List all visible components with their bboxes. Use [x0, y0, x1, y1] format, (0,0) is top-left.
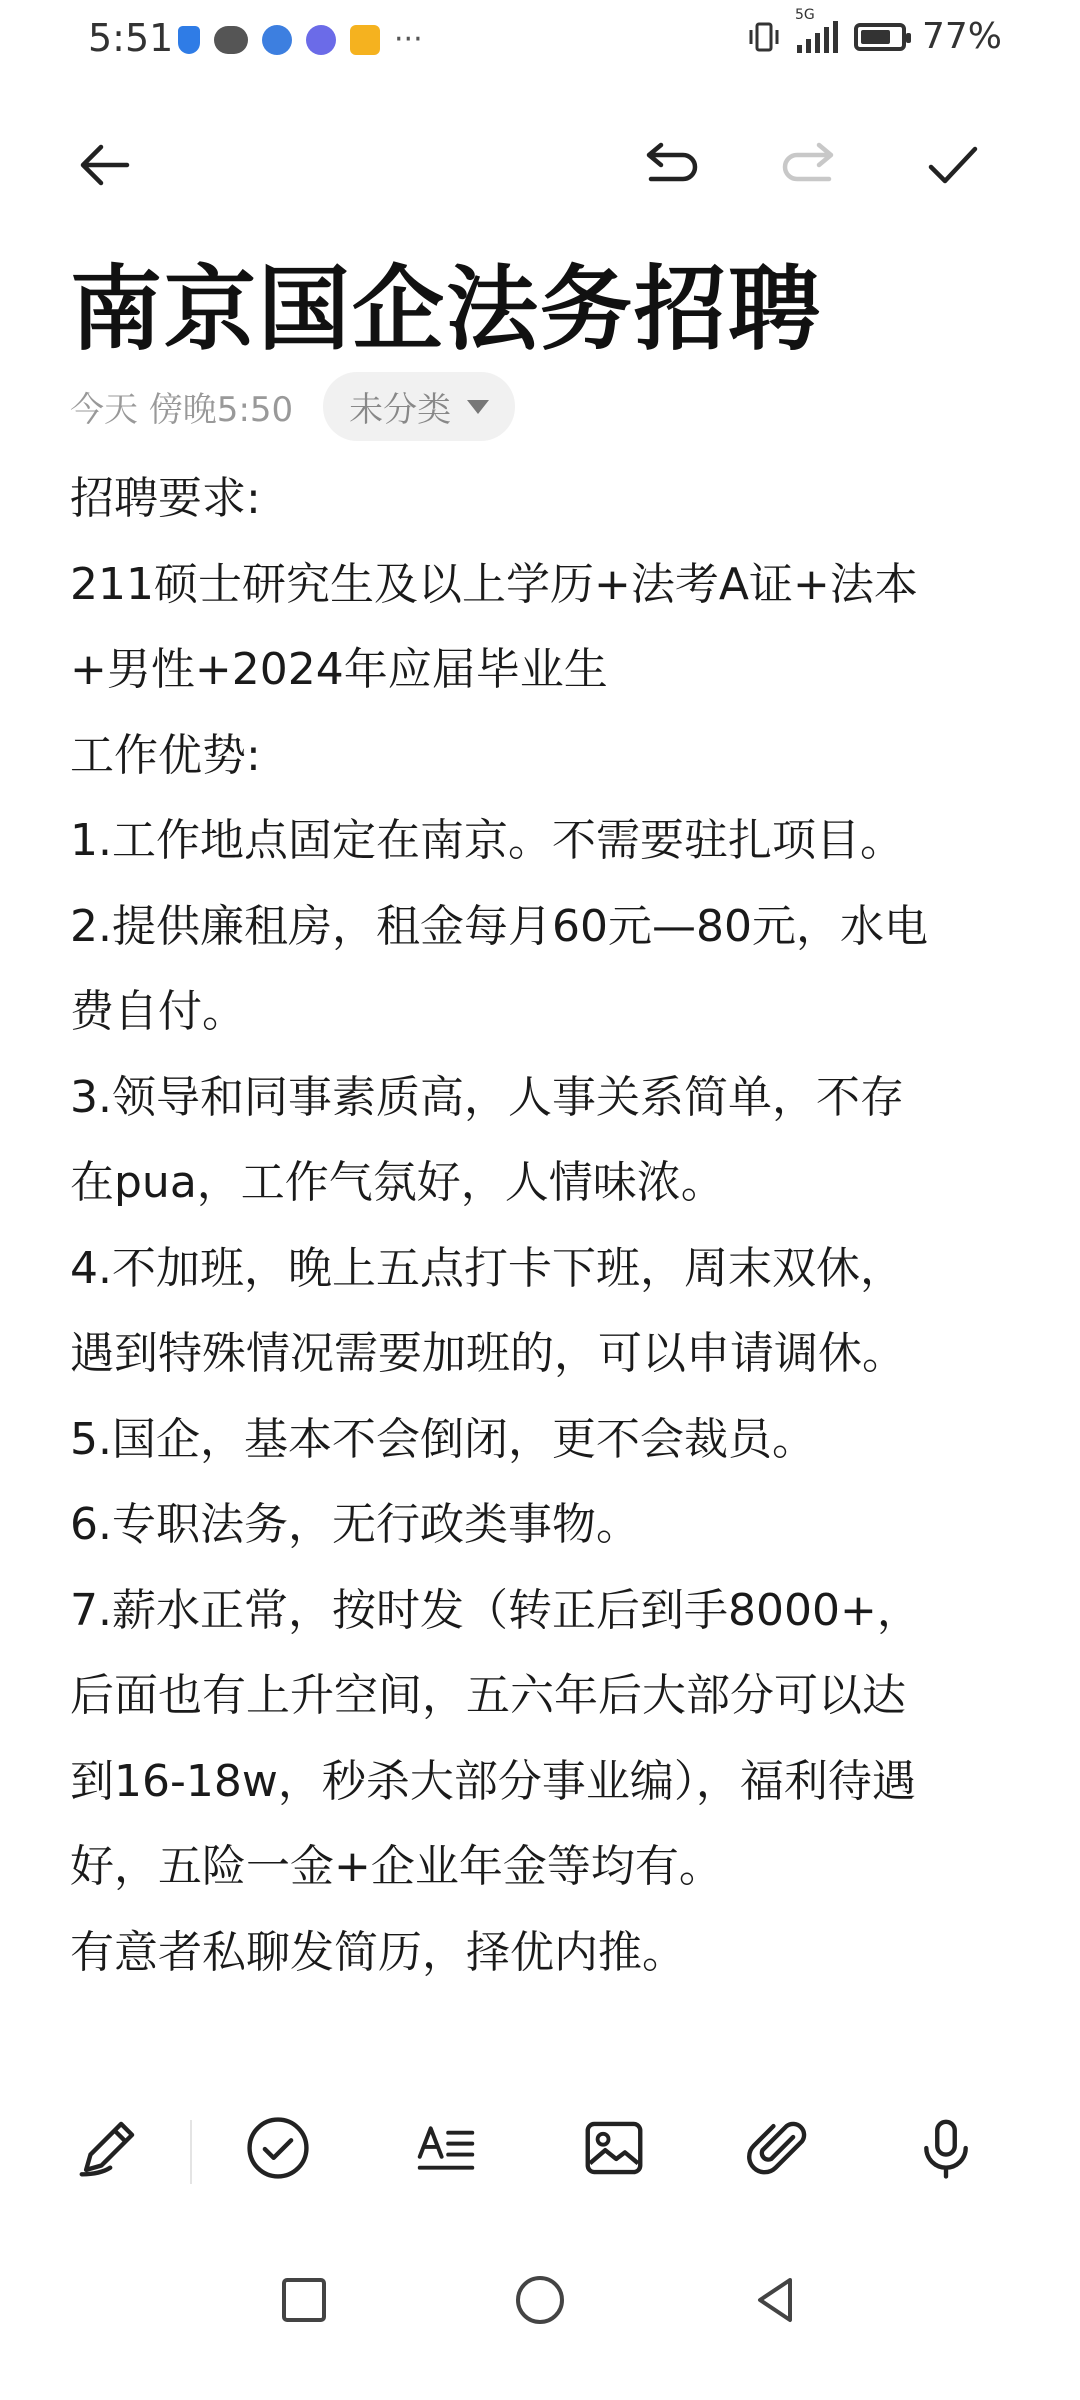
body-line: 遇到特殊情况需要加班的，可以申请调休。	[70, 1328, 906, 1379]
status-time: 5:51	[88, 16, 174, 60]
more-notifications-icon: ···	[394, 22, 423, 57]
vibrate-icon	[747, 21, 781, 53]
notification-icons	[178, 22, 423, 57]
body-line: 6.专职法务，无行政类事物。	[70, 1499, 640, 1550]
attachment-icon	[745, 2113, 815, 2183]
insert-image-button[interactable]	[574, 2108, 654, 2188]
status-bar	[0, 0, 1080, 80]
music-icon	[306, 25, 336, 55]
body-line: 到16-18w，秒杀大部分事业编），福利待遇	[70, 1755, 916, 1807]
body-line: 2.提供廉租房，租金每月60元—80元，水电	[70, 900, 928, 952]
body-line: 7.薪水正常，按时发（转正后到手8000+，	[70, 1584, 921, 1636]
shield-icon	[178, 26, 200, 54]
circle-icon	[510, 2270, 570, 2330]
text-format-icon	[411, 2113, 481, 2183]
square-icon	[274, 2270, 334, 2330]
category-label: 未分类	[349, 390, 452, 430]
body-line: 1.工作地点固定在南京。不需要驻扎项目。	[70, 815, 904, 866]
handwriting-button[interactable]	[68, 2108, 148, 2188]
attachment-button[interactable]	[740, 2108, 820, 2188]
body-line: 工作优势:	[70, 729, 261, 781]
undo-button[interactable]	[634, 130, 704, 200]
text-format-button[interactable]	[406, 2108, 486, 2188]
editor-toolbar	[0, 110, 1080, 210]
chevron-down-icon	[467, 400, 489, 414]
body-line: 4.不加班，晚上五点打卡下班，周末双休，	[70, 1242, 904, 1294]
body-line: 招聘要求:	[70, 473, 261, 524]
category-dropdown[interactable]	[323, 372, 515, 441]
battery-icon	[854, 23, 906, 51]
battery-fill	[861, 30, 890, 44]
body-line: 5.国企，基本不会倒闭，更不会裁员。	[70, 1413, 816, 1465]
arrow-left-icon	[73, 133, 137, 197]
system-status	[747, 6, 1002, 57]
body-line: 好，五险一金+企业年金等均有。	[70, 1841, 723, 1892]
body-line: 211硕士研究生及以上学历+法考A证+法本	[70, 558, 918, 610]
body-line: 后面也有上升空间，五六年后大部分可以达	[70, 1670, 906, 1721]
back-button[interactable]	[70, 130, 140, 200]
battery-percent: 77%	[921, 16, 1002, 57]
microphone-icon	[911, 2113, 981, 2183]
note-body[interactable]	[70, 456, 1020, 1995]
note-meta	[70, 372, 515, 441]
redo-button[interactable]	[776, 130, 846, 200]
undo-icon	[637, 133, 701, 197]
toolbar-divider	[190, 2120, 192, 2184]
mail-icon	[350, 25, 380, 55]
save-button[interactable]	[918, 130, 988, 200]
redo-icon	[779, 133, 843, 197]
body-line: +男性+2024年应届毕业生	[70, 644, 608, 695]
body-line: 费自付。	[70, 986, 246, 1037]
browser-icon	[262, 25, 292, 55]
wechat-icon	[214, 26, 248, 54]
body-line: 3.领导和同事素质高，人事关系简单，不存	[70, 1071, 904, 1123]
checklist-button[interactable]	[238, 2108, 318, 2188]
pen-icon	[73, 2113, 143, 2183]
image-icon	[579, 2113, 649, 2183]
home-button[interactable]	[500, 2260, 580, 2340]
system-nav-bar	[0, 2240, 1080, 2360]
back-nav-button[interactable]	[736, 2260, 816, 2340]
network-type: 5G	[794, 6, 815, 23]
check-icon	[921, 133, 985, 197]
body-line: 在pua，工作气氛好，人情味浓。	[70, 1157, 725, 1208]
recents-button[interactable]	[264, 2260, 344, 2340]
checklist-icon	[243, 2113, 313, 2183]
voice-input-button[interactable]	[906, 2108, 986, 2188]
signal-icon	[794, 6, 838, 53]
triangle-icon	[746, 2270, 806, 2330]
format-toolbar	[0, 2090, 1080, 2210]
note-date: 今天 傍晚5:50	[70, 390, 294, 430]
note-title[interactable]: 南京国企法务招聘	[70, 256, 823, 363]
body-line: 有意者私聊发简历，择优内推。	[70, 1926, 686, 1978]
